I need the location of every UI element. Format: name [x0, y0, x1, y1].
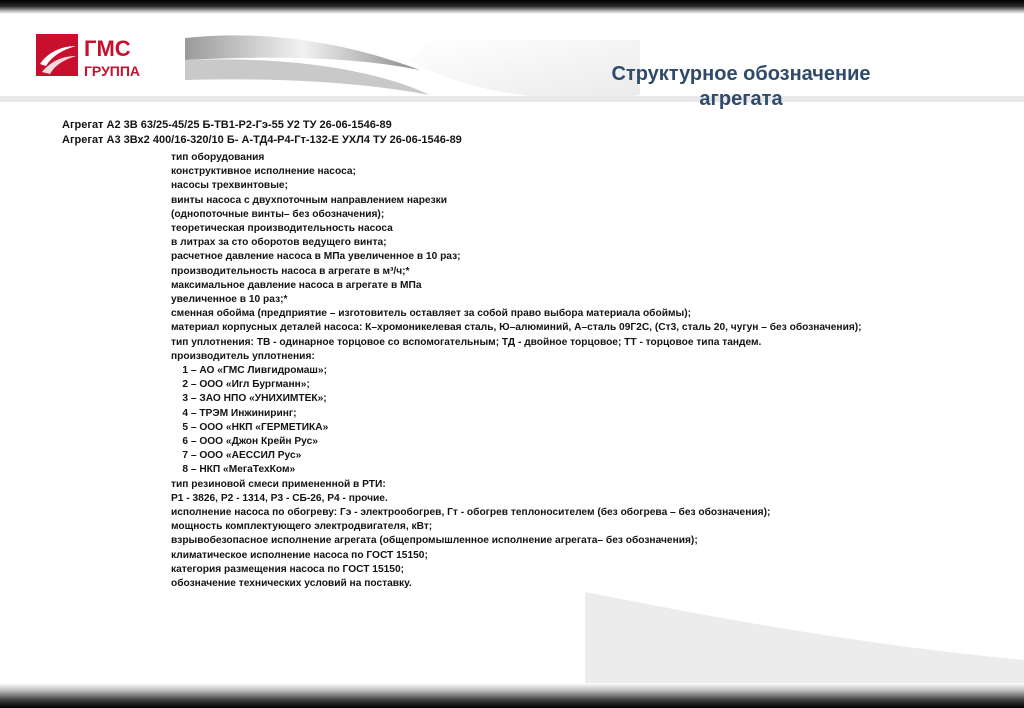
legend-value: Р1 - 3826, Р2 - 1314, Р3 - СБ-26, Р4 - прочие. [171, 492, 388, 504]
legend-value: климатическое исполнение насоса по ГОСТ 15150; [171, 549, 428, 561]
legend-value: 3 – ЗАО НПО «УНИХИМТЕК»; [171, 393, 327, 405]
legend-value: категория размещения насоса по ГОСТ 15150; [171, 563, 404, 575]
title-line-2: агрегата [699, 88, 783, 110]
bottom-border [0, 683, 1024, 708]
example-designation-1: Агрегат А2 3В 63/25-45/25 Б-ТВ1-Р2-Гэ-55 У2 ТУ 26-06-1546-89 [62, 119, 392, 131]
legend-value: 1 – АО «ГМС Ливгидромаш»; [171, 365, 327, 376]
legend-value: 8 – НКП «МегаТехКом» [171, 464, 296, 476]
logo-text-line2: ГРУППА [84, 63, 141, 79]
legend-value: теоретическая производительность насоса [171, 223, 393, 234]
legend-value: 4 – ТРЭМ Инжиниринг; [171, 407, 297, 419]
legend-value: исполнение насоса по обогреву: Гэ - электрообогрев, Гт - обогрев теплоносителем (без обогрева – без обозначения); [171, 507, 771, 518]
legend-value: обозначение технических условий на поставку. [171, 578, 412, 589]
legend-value: насосы трехвинтовые; [171, 180, 288, 192]
legend-value: 7 – ООО «АЕССИЛ Рус» [171, 450, 302, 462]
legend-value: винты насоса с двухпоточным направлением нарезки [171, 194, 448, 206]
legend-value: взрывобезопасное исполнение агрегата (общепромышленное исполнение агрегата– без обозначения); [171, 535, 698, 547]
logo-text-line1: ГМС [84, 36, 131, 61]
example-designation-2: Агрегат А3 3Вх2 400/16-320/10 Б- А-ТД4-Р4-Гт-132-Е УХЛ4 ТУ 26-06-1546-89 [62, 134, 462, 146]
legend-value: тип оборудования [171, 152, 265, 163]
page-title [610, 62, 872, 112]
legend-value: производитель уплотнения: [171, 350, 315, 362]
legend-value: сменная обойма (предприятие – изготовитель оставляет за собой право выбора материала обоймы); [171, 308, 691, 320]
legend-value: тип резиновой смеси примененной в РТИ: [171, 478, 386, 490]
legend-value: увеличенное в 10 раз;* [171, 294, 288, 305]
legend-value: тип уплотнения: ТВ - одинарное торцовое со вспомогательным; ТД - двойное торцовое; ТТ - торцовое типа тандем. [171, 336, 762, 348]
gms-logo [36, 34, 176, 94]
legend-value: в литрах за сто оборотов ведущего винта; [171, 237, 387, 249]
legend-value: 5 – ООО «НКП «ГЕРМЕТИКА» [171, 421, 329, 433]
legend-value: конструктивное исполнение насоса; [171, 166, 356, 178]
legend-value: материал корпусных деталей насоса: К–хромоникелевая сталь, Ю–алюминий, А–сталь 09Г2С, (Ст3, сталь 20, чугун – без обозначения); [171, 322, 862, 334]
legend-value: производительность насоса в агрегате в м³/ч;* [171, 265, 410, 277]
legend-value: 2 – ООО «Игл Бургманн»; [171, 379, 310, 391]
legend-value: расчетное давление насоса в МПа увеличенное в 10 раз; [171, 251, 461, 263]
legend-value: 6 – ООО «Джон Крейн Рус» [171, 436, 318, 447]
legend-value: максимальное давление насоса в агрегате в МПа [171, 279, 422, 291]
title-line-1: Структурное обозначение [611, 63, 871, 85]
legend-value: (однопоточные винты– без обозначения); [171, 208, 385, 220]
legend-value: мощность комплектующего электродвигателя, кВт; [171, 521, 433, 533]
